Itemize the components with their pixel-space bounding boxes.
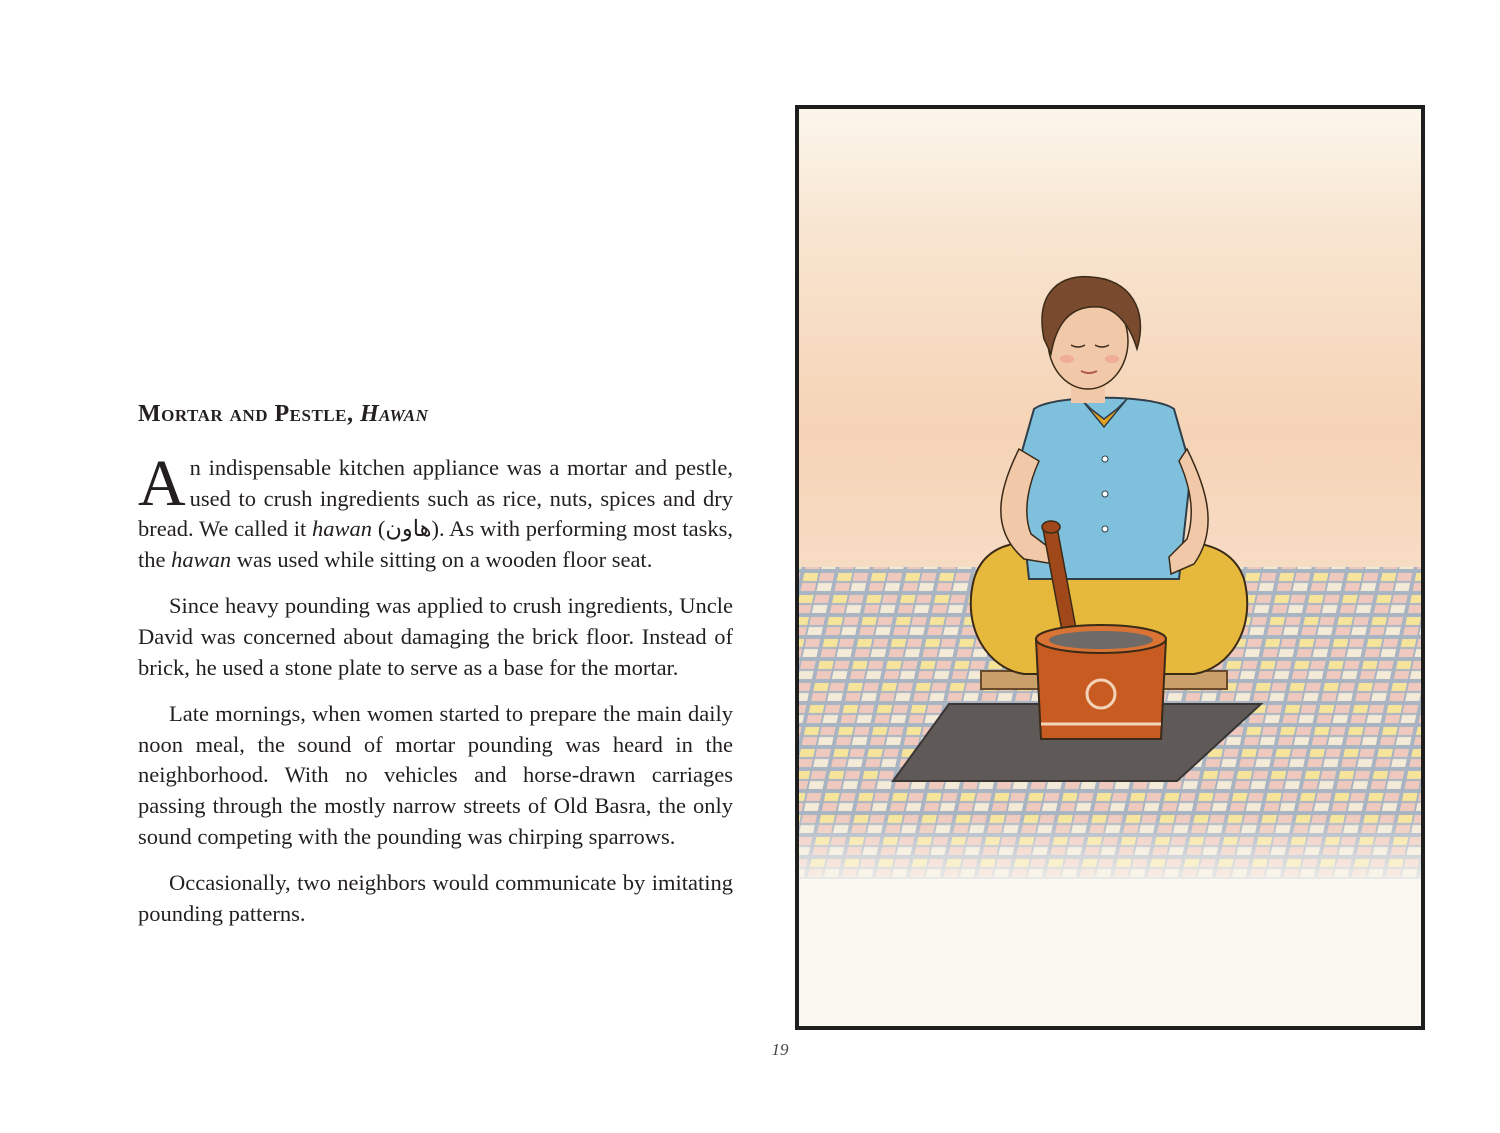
paragraph-2: Since heavy pounding was applied to crush ingredients, Uncle David was concerned about damaging the brick floor. Instead of brick, he used a stone plate to serve as a base for the mortar. [138, 593, 733, 680]
paragraph-1 [138, 447, 734, 575]
p1-term-1: hawan [312, 516, 373, 542]
shirt-button-2 [1102, 491, 1108, 497]
right-cheek [1105, 355, 1119, 363]
illustration-woman-with-mortar [799, 109, 1421, 1026]
text-column [138, 395, 733, 945]
left-cheek [1060, 355, 1074, 363]
p1-text-1: n indispensable kitchen appliance was a mortar and pestle, used to crush ingredients such as rice, nuts, spices and dry bread. We called it [138, 455, 733, 542]
p1-arabic-term: هاون [385, 516, 432, 542]
section-heading [138, 395, 733, 433]
p1-text-4: was used while sitting on a wooden floor seat. [231, 546, 653, 572]
p1-term-2: hawan [171, 546, 232, 572]
p1-text-3: ). As with performing most tasks, the [138, 516, 734, 572]
paragraph-4: Occasionally, two neighbors would communicate by imitating pounding patterns. [138, 870, 733, 926]
drop-cap: A [138, 447, 186, 520]
illustration-frame [795, 105, 1425, 1030]
mortar-contents [1049, 631, 1153, 649]
shirt-button-1 [1102, 456, 1108, 462]
heading-italic: Hawan [360, 401, 429, 427]
page-number: 19 [771, 1040, 789, 1059]
heading-main: Mortar and Pestle, [138, 401, 360, 427]
bottom-margin [799, 879, 1421, 1026]
shirt-button-3 [1102, 526, 1108, 532]
paragraph-3: Late mornings, when women started to prepare the main daily noon meal, the sound of mortar pounding was heard in the neighborhood. With no vehicles and horse-drawn carriages passing through the mostly narrow streets of Old Basra, the only sound competing with the pounding was chirping sparrows. [138, 701, 733, 849]
pestle-handle [1042, 521, 1060, 533]
p1-text-2: ( [372, 516, 386, 542]
